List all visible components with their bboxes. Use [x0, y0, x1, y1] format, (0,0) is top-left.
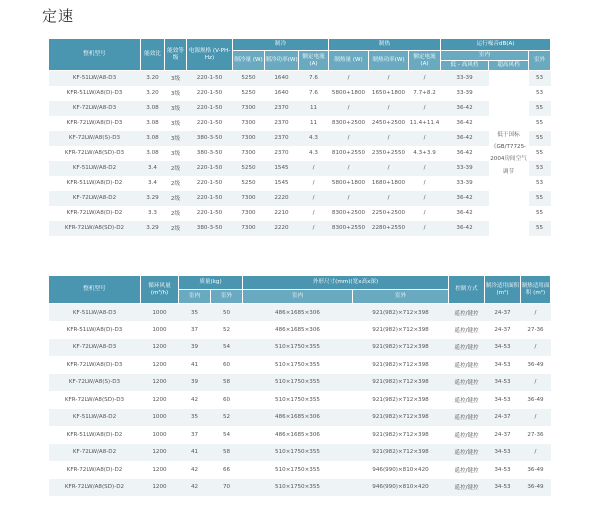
cell-dim_in: 510×1750×355	[243, 374, 353, 392]
cell-w_in: 37	[179, 426, 211, 444]
col-cool-current: 额定电流 (A)	[299, 51, 329, 71]
cell-ctrl: 遥控/键控	[449, 356, 485, 374]
cell-noise_out: 53	[529, 176, 551, 191]
cell-cpower: 2370	[265, 116, 299, 131]
col-heat-capacity: 制热量 (W)	[329, 51, 369, 71]
cell-heat: 8100+2550	[329, 146, 369, 161]
cell-grade: 3级	[165, 146, 187, 161]
cell-cpower: 1640	[265, 71, 299, 86]
cell-air: 1000	[141, 409, 179, 427]
cell-dim_out: 921(982)×712×398	[353, 444, 449, 462]
table-row	[49, 131, 551, 146]
table-row	[49, 461, 551, 479]
cell-w_in: 37	[179, 321, 211, 339]
cell-power: 380-3-50	[187, 221, 233, 236]
cell-carea: 34-53	[485, 374, 521, 392]
cell-dim_out: 921(982)×712×398	[353, 426, 449, 444]
cell-ratio: 3.08	[141, 131, 165, 146]
cell-w_out: 70	[211, 479, 243, 497]
specs-table	[48, 275, 551, 496]
cell-carea: 24-37	[485, 321, 521, 339]
cell-model: KFR-51LW/A8(D)-D3	[49, 321, 141, 339]
cell-noise_out: 55	[529, 116, 551, 131]
table-row	[49, 391, 551, 409]
cell-ccur: /	[299, 176, 329, 191]
cell-noise_in: 33-39	[441, 161, 489, 176]
col-model: 整机型号	[49, 39, 141, 71]
cell-hpower: /	[369, 161, 409, 176]
cell-hpower: 2250+2500	[369, 206, 409, 221]
table-row	[49, 444, 551, 462]
col2-dim-indoor: 室内	[243, 290, 353, 304]
cell-dim_out: 921(982)×712×398	[353, 304, 449, 322]
cell-cool: 7300	[233, 146, 265, 161]
col-noise-low-high: 低 - 高风档	[441, 61, 489, 71]
table-row	[49, 409, 551, 427]
cell-grade: 2级	[165, 161, 187, 176]
table-row	[49, 161, 551, 176]
cell-grade: 2级	[165, 206, 187, 221]
cell-noise_out: 53	[529, 86, 551, 101]
cell-noise_out: 53	[529, 161, 551, 176]
table-row	[49, 479, 551, 497]
cell-model: KFR-72LW/A8(D)-D2	[49, 461, 141, 479]
cell-ratio: 3.29	[141, 191, 165, 206]
cell-air: 1200	[141, 356, 179, 374]
cell-model: KFR-51LW/A8(D)-D3	[49, 86, 141, 101]
cell-w_out: 58	[211, 374, 243, 392]
cell-heat: /	[329, 131, 369, 146]
cell-hcur: /	[409, 221, 441, 236]
cell-model: KFR-72LW/A8(SD)-D2	[49, 221, 141, 236]
cell-ctrl: 遥控/键控	[449, 321, 485, 339]
cell-cool: 5250	[233, 86, 265, 101]
cell-ccur: /	[299, 206, 329, 221]
col2-group-dimensions: 外形尺寸(mm)(宽x高x深)	[243, 276, 449, 290]
cell-ccur: 11	[299, 116, 329, 131]
cell-model: KFR-51LW/A8(D)-D2	[49, 176, 141, 191]
cell-ctrl: 遥控/键控	[449, 409, 485, 427]
table-row	[49, 146, 551, 161]
cell-model: KFR-72LW/A8(D)-D3	[49, 116, 141, 131]
cell-harea: /	[521, 409, 551, 427]
col2-model: 整机型号	[49, 276, 141, 304]
cell-model: KF-51LW/A8-D2	[49, 409, 141, 427]
cell-ctrl: 遥控/键控	[449, 444, 485, 462]
cell-grade: 3级	[165, 86, 187, 101]
col-group-noise: 运行噪音dB(A)	[441, 39, 551, 51]
col2-dim-outdoor: 室外	[353, 290, 449, 304]
cell-model: KFR-51LW/A8(D)-D2	[49, 426, 141, 444]
cell-w_in: 35	[179, 409, 211, 427]
cell-hcur: /	[409, 131, 441, 146]
cell-carea: 24-37	[485, 409, 521, 427]
cell-model: KFR-72LW/A8(SD)-D2	[49, 479, 141, 497]
cell-grade: 2级	[165, 221, 187, 236]
table-row	[49, 71, 551, 86]
cell-cool: 7300	[233, 131, 265, 146]
cell-noise_in: 36-42	[441, 131, 489, 146]
col-group-cooling: 制冷	[233, 39, 329, 51]
cell-carea: 34-53	[485, 391, 521, 409]
cell-harea: 27-36	[521, 426, 551, 444]
cell-model: KF-51LW/A8-D3	[49, 71, 141, 86]
cell-w_out: 54	[211, 339, 243, 357]
cell-hpower: 1680+1800	[369, 176, 409, 191]
cell-hpower: /	[369, 131, 409, 146]
cell-dim_in: 510×1750×355	[243, 479, 353, 497]
cell-w_in: 39	[179, 339, 211, 357]
col-efficiency-ratio: 能效比	[141, 39, 165, 71]
cell-harea: 36-49	[521, 391, 551, 409]
cell-model: KF-72LW/A8-D3	[49, 101, 141, 116]
table-row	[49, 206, 551, 221]
cell-hcur: 4.3+3.9	[409, 146, 441, 161]
cell-grade: 2级	[165, 176, 187, 191]
cell-grade: 3级	[165, 131, 187, 146]
col2-airflow: 循环风量 (m³/h)	[141, 276, 179, 304]
cell-dim_out: 921(982)×712×398	[353, 374, 449, 392]
cell-harea: /	[521, 339, 551, 357]
cell-model: KF-72LW/A8(S)-D3	[49, 131, 141, 146]
cell-ratio: 3.3	[141, 206, 165, 221]
cell-power: 220-1-50	[187, 176, 233, 191]
cell-dim_out: 946(990)×810×420	[353, 461, 449, 479]
cell-dim_in: 510×1750×355	[243, 339, 353, 357]
cell-dim_in: 486×1685×306	[243, 409, 353, 427]
cell-model: KFR-72LW/A8(D)-D2	[49, 206, 141, 221]
cell-heat: 8300+2550	[329, 221, 369, 236]
cell-power: 220-1-50	[187, 101, 233, 116]
cell-ccur: 4.3	[299, 146, 329, 161]
cell-hpower: /	[369, 71, 409, 86]
cell-air: 1200	[141, 444, 179, 462]
cell-harea: /	[521, 304, 551, 322]
cell-cool: 7300	[233, 101, 265, 116]
cell-dim_in: 486×1685×306	[243, 321, 353, 339]
cell-ratio: 3.4	[141, 176, 165, 191]
cell-cpower: 2370	[265, 131, 299, 146]
cell-grade: 3级	[165, 116, 187, 131]
cell-air: 1000	[141, 321, 179, 339]
cell-model: KF-51LW/A8-D2	[49, 161, 141, 176]
cell-ratio: 3.29	[141, 221, 165, 236]
col-heat-power: 制热功率(W)	[369, 51, 409, 71]
cell-ctrl: 遥控/键控	[449, 479, 485, 497]
cell-hpower: /	[369, 191, 409, 206]
table-row	[49, 116, 551, 131]
cell-cool: 7300	[233, 206, 265, 221]
cell-hpower: 2350+2550	[369, 146, 409, 161]
cell-noise_out: 55	[529, 206, 551, 221]
cell-noise_in: 36-42	[441, 146, 489, 161]
cell-noise_in: 33-39	[441, 71, 489, 86]
cell-cool: 5250	[233, 161, 265, 176]
performance-table	[48, 38, 551, 236]
cell-ratio: 3.08	[141, 116, 165, 131]
cell-heat: 8300+2500	[329, 206, 369, 221]
cell-ctrl: 遥控/键控	[449, 339, 485, 357]
col2-cool-area: 制冷适用面积 (m²)	[485, 276, 521, 304]
cell-w_in: 41	[179, 444, 211, 462]
cell-cool: 7300	[233, 191, 265, 206]
cell-w_in: 42	[179, 479, 211, 497]
col2-control: 控制方式	[449, 276, 485, 304]
cell-noise_in: 36-42	[441, 206, 489, 221]
cell-dim_out: 921(982)×712×398	[353, 321, 449, 339]
cell-power: 380-3-50	[187, 146, 233, 161]
cell-ratio: 3.4	[141, 161, 165, 176]
cell-harea: /	[521, 374, 551, 392]
cell-ccur: 11	[299, 101, 329, 116]
cell-hpower: 2280+2550	[369, 221, 409, 236]
cell-w_in: 41	[179, 356, 211, 374]
cell-harea: /	[521, 444, 551, 462]
table-row	[49, 426, 551, 444]
cell-harea: 36-49	[521, 479, 551, 497]
col-noise-outdoor: 室外	[529, 51, 551, 71]
cell-ctrl: 遥控/键控	[449, 304, 485, 322]
cell-heat: 5800+1800	[329, 176, 369, 191]
cell-ccur: /	[299, 221, 329, 236]
cell-w_out: 60	[211, 391, 243, 409]
cell-air: 1200	[141, 461, 179, 479]
table-row	[49, 86, 551, 101]
cell-ccur: 4.3	[299, 131, 329, 146]
col-power-spec: 电源规格 (V-PH-Hz)	[187, 39, 233, 71]
col-cool-capacity: 制冷量 (W)	[233, 51, 265, 71]
cell-carea: 34-53	[485, 339, 521, 357]
cell-power: 220-1-50	[187, 71, 233, 86]
cell-hcur: /	[409, 161, 441, 176]
cell-hpower: 2450+2500	[369, 116, 409, 131]
cell-air: 1200	[141, 391, 179, 409]
cell-hcur: /	[409, 191, 441, 206]
cell-w_out: 52	[211, 321, 243, 339]
cell-w_in: 42	[179, 461, 211, 479]
cell-power: 220-1-50	[187, 86, 233, 101]
cell-heat: /	[329, 101, 369, 116]
cell-harea: 36-49	[521, 356, 551, 374]
col-efficiency-grade: 能效等级	[165, 39, 187, 71]
cell-ratio: 3.20	[141, 71, 165, 86]
table-row	[49, 101, 551, 116]
cell-hpower: /	[369, 101, 409, 116]
cell-hcur: 7.7+8.2	[409, 86, 441, 101]
col2-group-weight: 质量(kg)	[179, 276, 243, 290]
cell-ctrl: 遥控/键控	[449, 426, 485, 444]
table-row	[49, 339, 551, 357]
table-row	[49, 176, 551, 191]
cell-cpower: 2220	[265, 191, 299, 206]
cell-noise_out: 55	[529, 146, 551, 161]
cell-dim_out: 921(982)×712×398	[353, 391, 449, 409]
cell-carea: 24-37	[485, 426, 521, 444]
cell-noise_out: 55	[529, 221, 551, 236]
cell-w_in: 39	[179, 374, 211, 392]
cell-dim_in: 510×1750×355	[243, 356, 353, 374]
cell-noise_in: 36-42	[441, 191, 489, 206]
cell-heat: /	[329, 161, 369, 176]
cell-grade: 3级	[165, 101, 187, 116]
cell-model: KF-51LW/A8-D3	[49, 304, 141, 322]
col-noise-super-high: 超高风档	[489, 61, 529, 71]
cell-w_out: 52	[211, 409, 243, 427]
col-group-heating: 制热	[329, 39, 441, 51]
table-row	[49, 304, 551, 322]
cell-cpower: 2220	[265, 221, 299, 236]
cell-harea: 27-36	[521, 321, 551, 339]
cell-model: KF-72LW/A8(S)-D3	[49, 374, 141, 392]
cell-model: KFR-72LW/A8(D)-D3	[49, 356, 141, 374]
cell-noise_out: 55	[529, 191, 551, 206]
cell-dim_out: 921(982)×712×398	[353, 409, 449, 427]
col-cool-power: 制冷功率(W)	[265, 51, 299, 71]
cell-w_out: 66	[211, 461, 243, 479]
cell-dim_in: 510×1750×355	[243, 461, 353, 479]
cell-air: 1200	[141, 339, 179, 357]
cell-cool: 5250	[233, 176, 265, 191]
cell-model: KFR-72LW/A8(SD)-D3	[49, 146, 141, 161]
cell-w_out: 58	[211, 444, 243, 462]
cell-power: 220-1-50	[187, 206, 233, 221]
cell-model: KF-72LW/A8-D2	[49, 444, 141, 462]
cell-cpower: 1545	[265, 161, 299, 176]
cell-air: 1000	[141, 426, 179, 444]
cell-cpower: 1640	[265, 86, 299, 101]
cell-power: 220-1-50	[187, 191, 233, 206]
cell-noise_in: 36-42	[441, 116, 489, 131]
noise-standard-note: 低于国标《GB/T7725-2004房间空气调节	[489, 71, 529, 236]
cell-dim_in: 486×1685×306	[243, 304, 353, 322]
cell-dim_out: 921(982)×712×398	[353, 339, 449, 357]
cell-hcur: /	[409, 176, 441, 191]
cell-noise_out: 53	[529, 71, 551, 86]
cell-ccur: 7.6	[299, 71, 329, 86]
table-row	[49, 374, 551, 392]
cell-grade: 3级	[165, 71, 187, 86]
cell-carea: 34-53	[485, 479, 521, 497]
cell-hpower: 1650+1800	[369, 86, 409, 101]
cell-carea: 34-53	[485, 444, 521, 462]
cell-model: KF-72LW/A8-D2	[49, 191, 141, 206]
col-noise-indoor: 室内	[441, 51, 529, 61]
cell-heat: /	[329, 71, 369, 86]
cell-ccur: /	[299, 191, 329, 206]
cell-carea: 24-37	[485, 304, 521, 322]
cell-model: KFR-72LW/A8(SD)-D3	[49, 391, 141, 409]
cell-power: 220-1-50	[187, 116, 233, 131]
cell-cpower: 1545	[265, 176, 299, 191]
cell-cpower: 2210	[265, 206, 299, 221]
cell-power: 220-1-50	[187, 161, 233, 176]
table-row	[49, 191, 551, 206]
cell-model: KF-72LW/A8-D3	[49, 339, 141, 357]
cell-noise_out: 55	[529, 101, 551, 116]
cell-noise_in: 36-42	[441, 221, 489, 236]
cell-noise_in: 33-39	[441, 176, 489, 191]
cell-cool: 7300	[233, 221, 265, 236]
cell-cpower: 2370	[265, 146, 299, 161]
cell-carea: 34-53	[485, 461, 521, 479]
cell-dim_out: 946(990)×810×420	[353, 479, 449, 497]
table-row	[49, 321, 551, 339]
cell-ctrl: 遥控/键控	[449, 461, 485, 479]
cell-ratio: 3.20	[141, 86, 165, 101]
cell-noise_out: 55	[529, 131, 551, 146]
cell-ctrl: 遥控/键控	[449, 374, 485, 392]
cell-noise_in: 36-42	[441, 101, 489, 116]
col2-heat-area: 制热适用面积 (m²)	[521, 276, 551, 304]
cell-harea: 36-49	[521, 461, 551, 479]
cell-hcur: /	[409, 71, 441, 86]
cell-hcur: 11.4+11.4	[409, 116, 441, 131]
cell-w_in: 35	[179, 304, 211, 322]
cell-noise_in: 33-39	[441, 86, 489, 101]
table-row	[49, 356, 551, 374]
cell-air: 1000	[141, 304, 179, 322]
cell-ccur: 7.6	[299, 86, 329, 101]
cell-w_out: 54	[211, 426, 243, 444]
col2-weight-outdoor: 室外	[211, 290, 243, 304]
cell-hcur: /	[409, 101, 441, 116]
cell-heat: 5800+1800	[329, 86, 369, 101]
cell-grade: 2级	[165, 191, 187, 206]
cell-heat: 8300+2500	[329, 116, 369, 131]
cell-heat: /	[329, 191, 369, 206]
cell-ratio: 3.08	[141, 101, 165, 116]
cell-carea: 34-53	[485, 356, 521, 374]
cell-ratio: 3.08	[141, 146, 165, 161]
cell-w_out: 60	[211, 356, 243, 374]
cell-dim_in: 510×1750×355	[243, 391, 353, 409]
cell-dim_in: 510×1750×355	[243, 444, 353, 462]
cell-power: 380-3-50	[187, 131, 233, 146]
cell-cool: 7300	[233, 116, 265, 131]
cell-w_out: 50	[211, 304, 243, 322]
cell-air: 1200	[141, 479, 179, 497]
page-title: 定速	[42, 7, 75, 25]
cell-cool: 5250	[233, 71, 265, 86]
cell-w_in: 42	[179, 391, 211, 409]
table-row	[49, 221, 551, 236]
col-heat-current: 额定电流 (A)	[409, 51, 441, 71]
cell-ctrl: 遥控/键控	[449, 391, 485, 409]
cell-dim_out: 921(982)×712×398	[353, 356, 449, 374]
cell-cpower: 2370	[265, 101, 299, 116]
col2-weight-indoor: 室内	[179, 290, 211, 304]
cell-ccur: /	[299, 161, 329, 176]
cell-dim_in: 486×1685×306	[243, 426, 353, 444]
cell-hcur: /	[409, 206, 441, 221]
cell-air: 1200	[141, 374, 179, 392]
